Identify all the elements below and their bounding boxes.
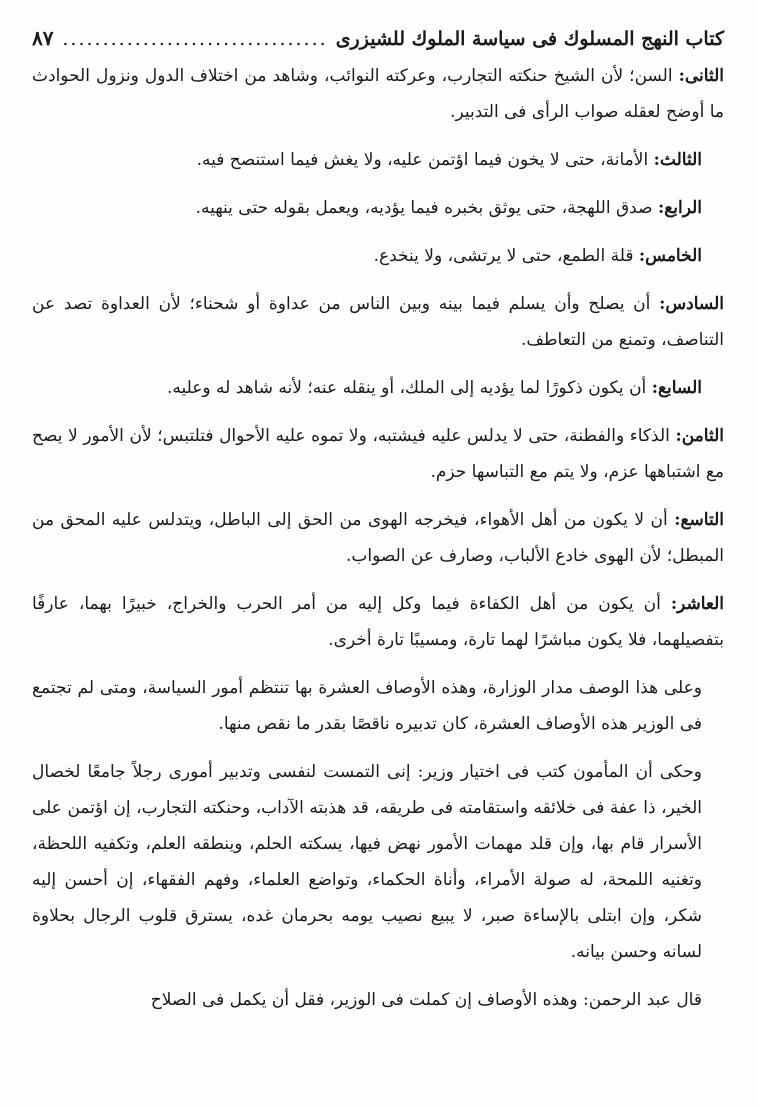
term-label: الثامن: (675, 426, 724, 446)
leader-dots (61, 28, 327, 50)
term-label: التاسع: (674, 510, 724, 530)
paragraph-eighth (32, 418, 724, 490)
page-number: ٨٧ (32, 26, 54, 50)
paragraph-text: أن يكون من أهل الكفاءة فيما وكل إليه من أمر الحرب والخراج، خبيرًا بهما، عارفًا بتفصيلهما، فلا يكون مباشرًا لهما تارة، ومسيبًا تارة أخرى. (32, 594, 724, 650)
term-label: العاشر: (670, 594, 724, 614)
paragraph-tenth (32, 586, 724, 658)
paragraph-text: قلة الطمع، حتى لا يرتشى، ولا ينخدع. (373, 246, 639, 266)
paragraph-fourth (32, 190, 724, 226)
paragraph-summary: وعلى هذا الوصف مدار الوزارة، وهذه الأوصاف العشرة بها تنتظم أمور السياسة، ومتى لم تجتمع فى الوزير هذه الأوصاف العشرة، كان تدبيره ناقصًا بقدر ما نقص منها. (32, 678, 702, 734)
term-label: الخامس: (638, 246, 702, 266)
paragraph-text: الأمانة، حتى لا يخون فيما اؤتمن عليه، ولا يغش فيما استنصح فيه. (196, 150, 654, 170)
paragraph-abd-al-rahman: قال عبد الرحمن: وهذه الأوصاف إن كملت فى الوزير، فقل أن يكمل فى الصلاح (150, 990, 702, 1010)
running-header (32, 26, 724, 56)
term-label: الرابع: (657, 198, 702, 218)
book-title: كتاب النهج المسلوك فى سياسة الملوك للشيزرى (335, 28, 724, 50)
paragraph-sixth (32, 286, 724, 358)
term-label: السادس: (659, 294, 724, 314)
term-label: السابع: (651, 378, 702, 398)
paragraph-ninth (32, 502, 724, 574)
paragraph-seventh (32, 370, 724, 406)
paragraph-text: أن لا يكون من أهل الأهواء، فيخرجه الهوى من الحق إلى الباطل، ويتدلس عليه المحق من المبطل؛ لأن الهوى خادع الألباب، وصارف عن الصواب. (32, 510, 724, 566)
paragraph-text: أن يصلح وأن يسلم فيما بينه وبين الناس من عداوة أو شحناء؛ لأن العداوة تصد عن التناصف، وتمنع من التعاطف. (32, 294, 724, 350)
term-label: الثالث: (653, 150, 702, 170)
paragraph-third (32, 142, 724, 178)
paragraph-text: السن؛ لأن الشيخ حنكته التجارب، وعركته النوائب، وشاهد من اختلاف الدول ونزول الحوادث ما أوضح لعقله صواب الرأى فى التدبير. (32, 66, 724, 122)
paragraph-text: صدق اللهجة، حتى يوثق بخبره فيما يؤديه، ويعمل بقوله حتى ينهيه. (195, 198, 658, 218)
paragraph-second (32, 58, 724, 130)
paragraph-text: الذكاء والفطنة، حتى لا يدلس عليه فيشتبه، ولا تموه عليه الأحوال فتلتبس؛ لأن الأمور لا يصح مع اشتباهها عزم، ولا يتم مع التباسها حزم. (32, 426, 724, 482)
paragraph-text: أن يكون ذكورًا لما يؤديه إلى الملك، أو ينقله عنه؛ لأنه شاهد له وعليه. (166, 378, 652, 398)
paragraph-mamun-letter: وحكى أن المأمون كتب فى اختيار وزير: إنى التمست لنفسى وتدبير أمورى رجلاً جامعًا لخصال الخير، ذا عفة فى خلائقه واستقامته فى طريقه، قد هذبته الآداب، وحنكته التجارب، إن اؤتمن على الأسرار قام بها، وإن قلد مهمات الأمور نهض فيها، يسكته الحلم، وينطقه العلم، وتكفيه اللحظة، وتغنيه اللمحة، له صولة الأمراء، وأناة الحكماء، وتواضع العلماء، وفهم الفقهاء، إن أحسن إليه شكر، وإن ابتلى بالإساءة صبر، لا يبيع نصيب يومه بحرمان غده، يسترق قلوب الرجال بحلاوة لسانه وحسن بيانه. (32, 762, 702, 962)
term-label: الثانى: (678, 66, 724, 86)
paragraph-fifth (32, 238, 724, 274)
